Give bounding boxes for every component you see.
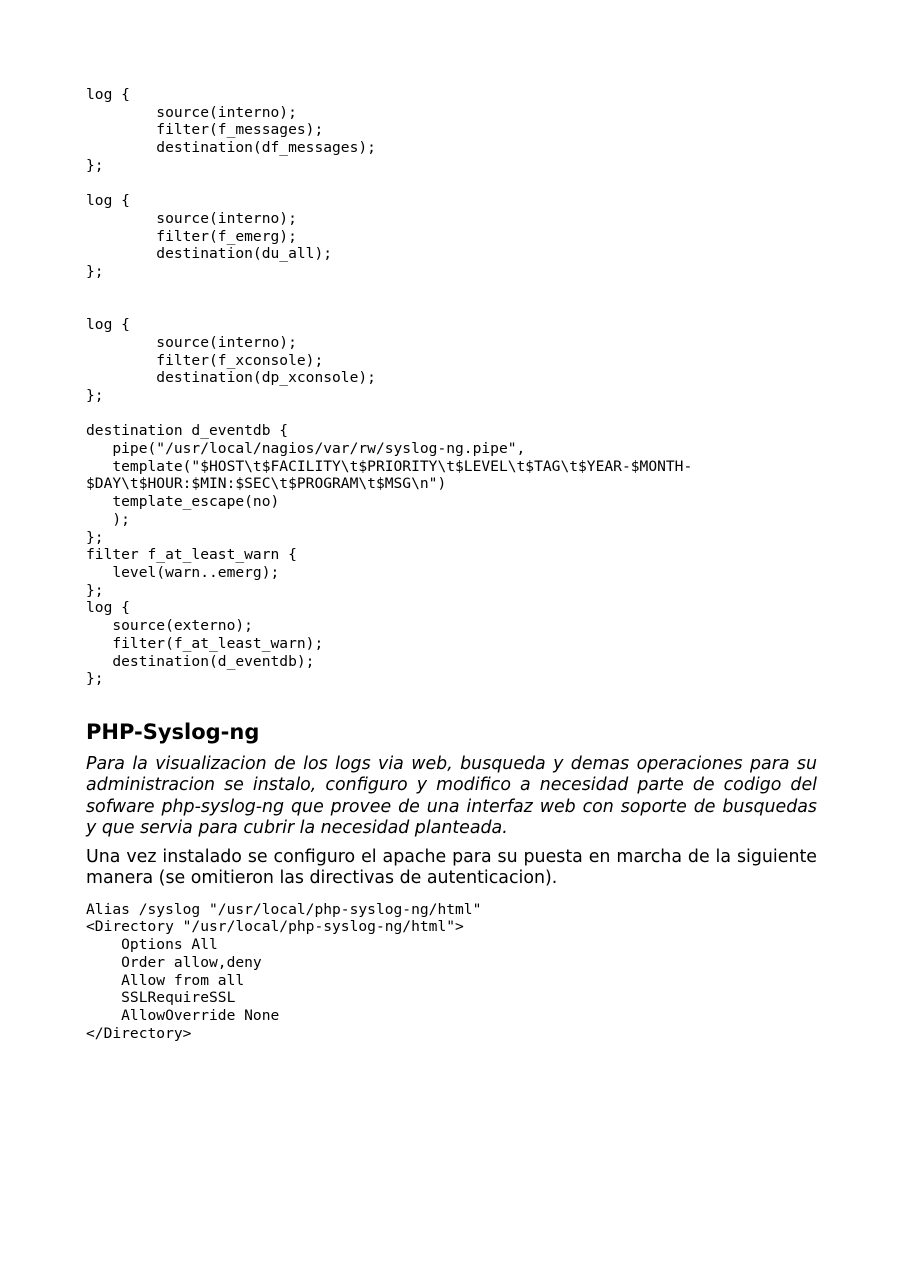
apache-config-paragraph: Una vez instalado se configuro el apache para su puesta en marcha de la siguiente manera (se omitieron las directivas de autenticacion). (86, 847, 817, 889)
intro-paragraph: Para la visualizacion de los logs via web, busqueda y demas operaciones para su administracion se instalo, configuro y modifico a necesidad parte de codigo del sofware php-syslog-ng que provee de una interfaz web con soporte de busquedas y que servia para cubrir la necesidad planteada. (86, 753, 817, 838)
document-page (86, 86, 817, 1042)
syslog-config-code-block: log { source(interno); filter(f_messages); destination(df_messages); }; log { source(interno); filter(f_emerg); destination(du_all); }; log { source(interno); filter(f_xconsole); destination(dp_xconsole); }; destination d_eventdb { pipe("/usr/local/nagios/var/rw/syslog-ng.pipe", template("$HOST\t$FACILITY\t$PRIORITY\t$LEVEL\t$TAG\t$YEAR-$MONTH- $DAY\t$HOUR:$MIN:$SEC\t$PROGRAM\t$MSG\n") template_escape(no) ); }; filter f_at_least_warn { level(warn..emerg); }; log { source(externo); filter(f_at_least_warn); destination(d_eventdb); }; (86, 86, 693, 688)
apache-config-code-block: Alias /syslog "/usr/local/php-syslog-ng/html" <Directory "/usr/local/php-syslog-ng/html"> Options All Order allow,deny Allow from all SSLRequireSSL AllowOverride None </Directory> (86, 900, 482, 1042)
section-title: PHP-Syslog-ng (86, 719, 260, 744)
